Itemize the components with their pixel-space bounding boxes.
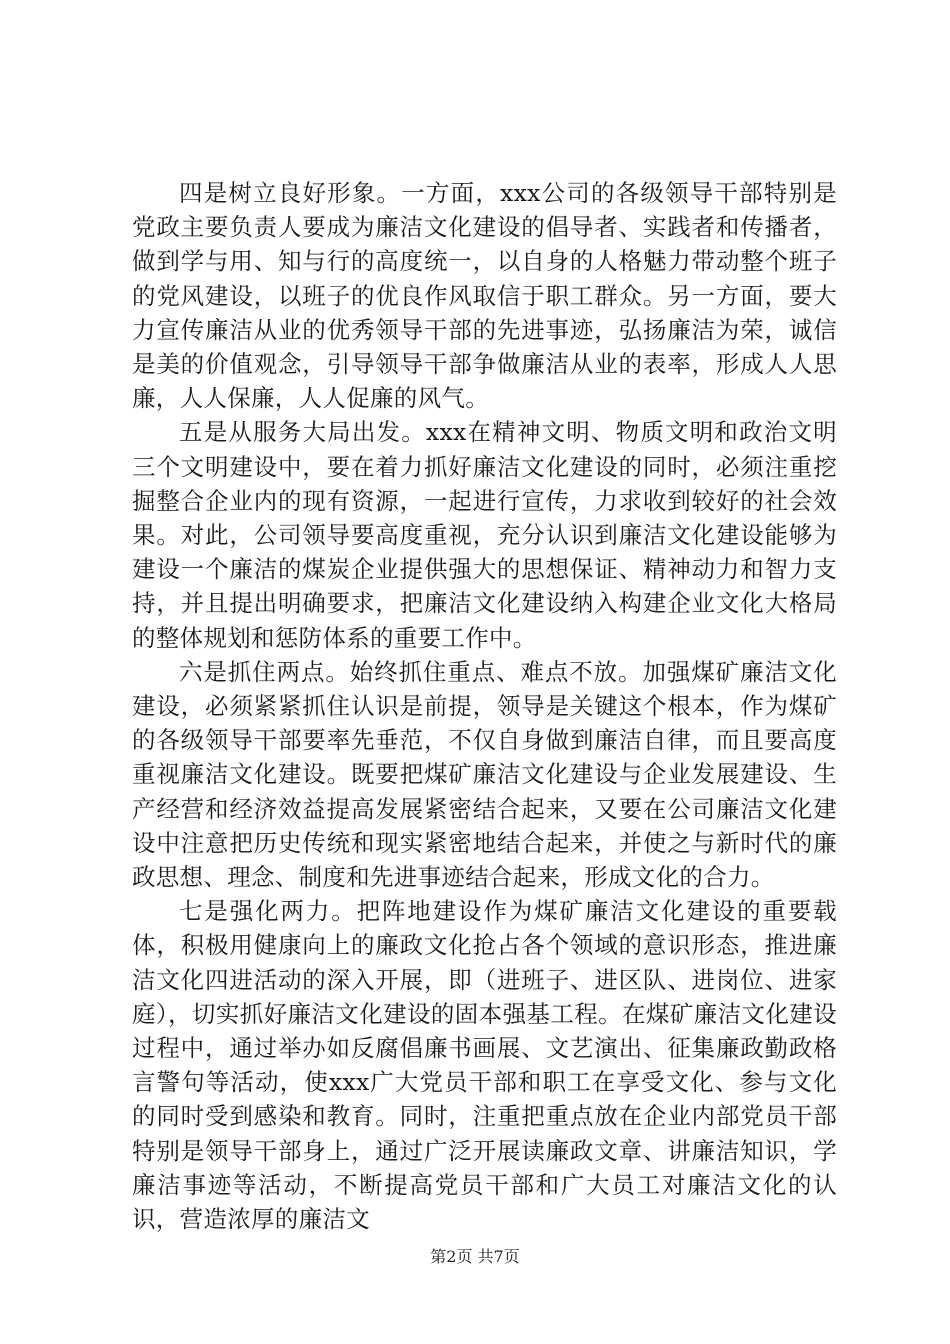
- paragraph-five: 五是从服务大局出发。xxx在精神文明、物质文明和政治文明三个文明建设中，要在着力抓好廉洁文化建设的同时，必须注重挖掘整合企业内的现有资源，一起进行宣传，力求收到较好的社会效果。对此，公司领导要高度重视，充分认识到廉洁文化建设能够为建设一个廉洁的煤炭企业提供强大的思想保证、精神动力和智力支持，并且提出明确要求，把廉洁文化建设纳入构建企业文化大格局的整体规划和惩防体系的重要工作中。: [132, 418, 837, 652]
- paragraph-six: 六是抓住两点。始终抓住重点、难点不放。加强煤矿廉洁文化建设，必须紧紧抓住认识是前提，领导是关键这个根本，作为煤矿的各级领导干部要率先垂范，不仅自身做到廉洁自律，而且要高度重视廉洁文化建设。既要把煤矿廉洁文化建设与企业发展建设、生产经营和经济效益提高发展紧密结合起来，又要在公司廉洁文化建设中注意把历史传统和现实紧密地结合起来，并使之与新时代的廉政思想、理念、制度和先进事迹结合起来，形成文化的合力。: [132, 657, 837, 892]
- document-body: [132, 176, 837, 1236]
- paragraph-four: 四是树立良好形象。一方面，xxx公司的各级领导干部特别是党政主要负责人要成为廉洁文化建设的倡导者、实践者和传播者，做到学与用、知与行的高度统一，以自身的人格魅力带动整个班子的党风建设，以班子的优良作风取信于职工群众。另一方面，要大力宣传廉洁从业的优秀领导干部的先进事迹，弘扬廉洁为荣，诚信是美的价值观念，引导领导干部争做廉洁从业的表率，形成人人思廉，人人保廉，人人促廉的风气。: [132, 179, 837, 413]
- paragraph-seven: 七是强化两力。把阵地建设作为煤矿廉洁文化建设的重要载体，积极用健康向上的廉政文化抢占各个领域的意识形态，推进廉洁文化四进活动的深入开展，即（进班子、进区队、进岗位、进家庭），切实抓好廉洁文化建设的固本强基工程。在煤矿廉洁文化建设过程中，通过举办如反腐倡廉书画展、文艺演出、征集廉政勤政格言警句等活动，使xxx广大党员干部和职工在享受文化、参与文化的同时受到感染和教育。同时，注重把重点放在企业内部党员干部特别是领导干部身上，通过广泛开展读廉政文章、讲廉洁知识，学廉洁事迹等活动，不断提高党员干部和广大员工对廉洁文化的认识，营造浓厚的廉洁文: [132, 897, 837, 1234]
- page-number-footer: 第2页 共7页: [430, 1247, 520, 1266]
